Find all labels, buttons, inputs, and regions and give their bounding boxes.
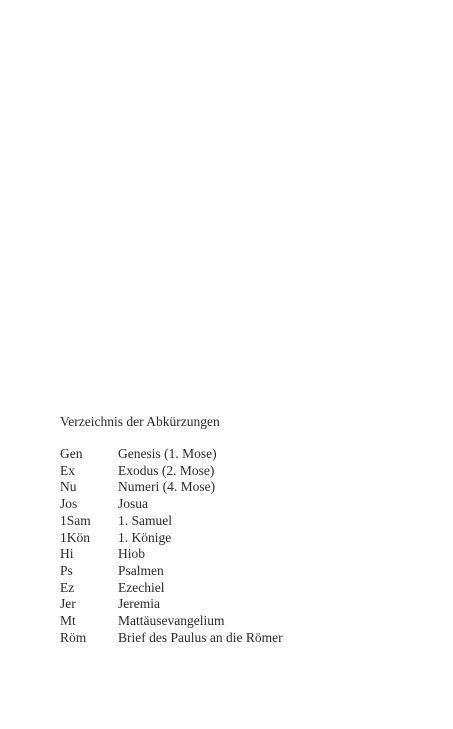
abbreviation: 1Kön xyxy=(60,529,90,545)
abbreviation-meaning: Genesis (1. Mose) xyxy=(118,446,217,461)
abbreviation: Ex xyxy=(60,462,75,478)
abbreviation-meaning: Psalmen xyxy=(118,562,164,578)
abbreviation-row xyxy=(60,546,283,563)
page-heading: Verzeichnis der Abkürzungen xyxy=(60,414,220,429)
abbreviation-row xyxy=(60,596,283,613)
abbreviation-row xyxy=(60,496,283,513)
abbreviation-row xyxy=(60,513,283,530)
abbreviation: Jos xyxy=(60,496,78,512)
abbreviation-meaning: Josua xyxy=(118,496,148,512)
abbreviation-row xyxy=(60,563,283,580)
abbreviation-meaning: Exodus (2. Mose) xyxy=(118,462,215,478)
abbreviation-meaning: 1. Samuel xyxy=(118,512,172,528)
abbreviation: Jer xyxy=(60,596,76,612)
abbreviation-row xyxy=(60,530,283,547)
abbreviation-meaning: Hiob xyxy=(118,546,145,562)
abbreviation-list xyxy=(60,446,283,646)
abbreviation-meaning: 1. Könige xyxy=(118,529,172,545)
abbreviation-row xyxy=(60,463,283,480)
abbreviation-meaning: Numeri (4. Mose) xyxy=(118,479,216,495)
abbreviation: Gen xyxy=(60,446,83,461)
abbreviation-meaning: Mattäusevangelium xyxy=(118,613,225,629)
abbreviation: Röm xyxy=(60,629,87,645)
abbreviation-meaning: Ezechiel xyxy=(118,579,165,595)
abbreviation-row xyxy=(60,630,283,647)
abbreviation-row xyxy=(60,580,283,597)
abbreviation-meaning: Brief des Paulus an die Römer xyxy=(118,629,283,645)
abbreviation: Hi xyxy=(60,546,74,562)
abbreviation: Mt xyxy=(60,613,76,629)
abbreviation: Nu xyxy=(60,479,77,495)
abbreviation: 1Sam xyxy=(60,512,91,528)
abbreviation-row xyxy=(60,446,283,463)
abbreviation: Ez xyxy=(60,579,75,595)
abbreviation-row xyxy=(60,613,283,630)
abbreviation-meaning: Jeremia xyxy=(118,596,160,612)
abbreviation: Ps xyxy=(60,562,73,578)
abbreviation-row xyxy=(60,479,283,496)
